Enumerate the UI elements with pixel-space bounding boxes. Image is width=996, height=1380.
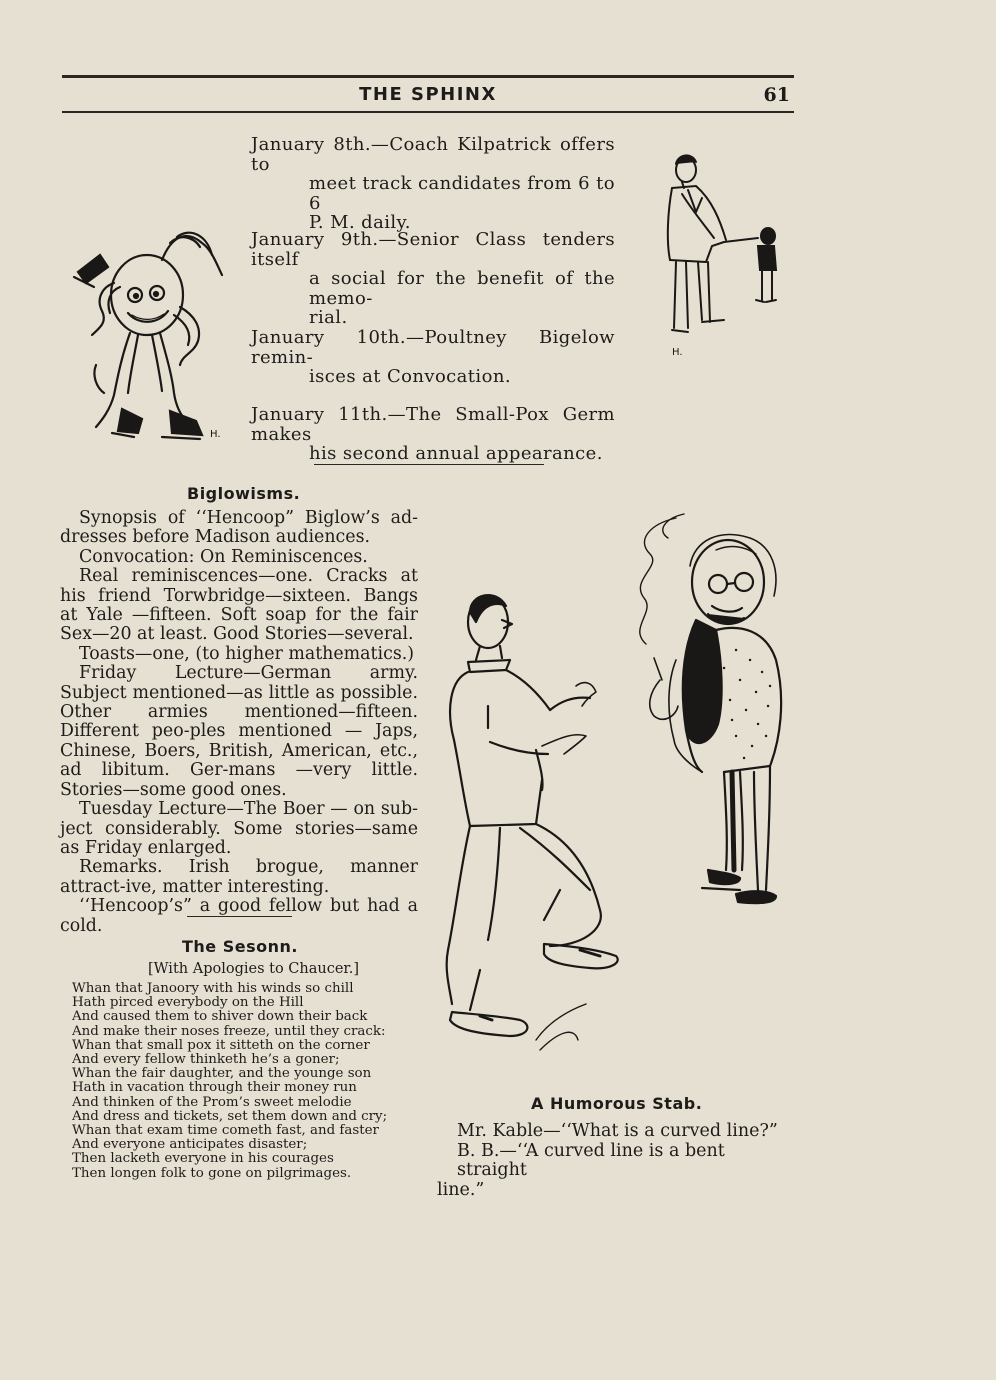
poem-line: Whan that small pox it sitteth on the corner [72,1037,370,1053]
germ-caricature-illustration [62,225,232,445]
stab-line: Mr. Kable—‘‘What is a curved line?” [457,1121,778,1141]
poem-line: Then longen folk to gone on pilgrimages. [72,1165,352,1181]
poem-line: Then lacketh everyone in his courages [72,1151,334,1167]
poem-line: And make their noses freeze, until they crack: [72,1023,386,1039]
humorous-stab-title: A Humorous Stab. [531,1094,703,1113]
header-top-rule [62,75,794,78]
entry-first-line: January 8th.—Coach Kilpatrick offers to [251,134,615,175]
biglowisms-paragraph: Real reminiscences—one. Cracks at his friend Torwbridge—sixteen. Bangs at Yale —fifteen. Soft soap for the fair Sex—20 at least. Good Stories—several. [60,566,418,645]
calendar-entry-jan-11 [251,405,615,464]
poem-line: And caused them to shiver down their back [72,1009,368,1025]
section-divider [314,464,544,465]
biglowisms-paragraph: Remarks. Irish brogue, manner attract-ive, matter interesting. [60,857,418,897]
poem-line: Whan that exam time cometh fast, and faster [72,1123,379,1139]
entry-first-line: January 9th.—Senior Class tenders itself [251,229,615,270]
poem-line: Whan the fair daughter, and the younge son [72,1066,372,1082]
page-number: 61 [763,84,790,106]
biglowisms-paragraph: ‘‘Hencoop’s” a good fellow but had a cold. [60,896,418,936]
poem-line: And everyone anticipates disaster; [72,1137,308,1153]
entry-first-line: January 11th.—The Small-Pox Germ makes [251,404,615,445]
stab-line: line.” [437,1179,485,1200]
entry-first-line: January 10th.—Poultney Bigelow remin- [251,327,615,368]
poem-line: And dress and tickets, set them down and cry; [72,1108,388,1124]
sesonn-title: The Sesonn. [182,937,298,956]
lecture-caricature-illustration [440,510,800,1070]
poem-line: Hath pirced everybody on the Hill [72,995,304,1011]
entry-line: P. M. daily. [309,212,411,233]
calendar-entry-jan-10 [251,328,615,387]
sesonn-subtitle: [With Apologies to Chaucer.] [148,961,360,977]
calendar-entry-jan-8 [251,135,615,233]
humorous-stab-body [437,1122,799,1200]
biglowisms-paragraph: Tuesday Lecture—The Boer — on sub-ject considerably. Some stories—same as Friday enlarged. [60,799,418,858]
poem-line: Whan that Janoory with his winds so chill [72,981,354,996]
poem-line: Hath in vacation through their money run [72,1080,357,1096]
biglowisms-paragraph: Synopsis of ‘‘Hencoop” Biglow’s ad-dresses before Madison audiences. [60,508,418,548]
biglowisms-body [60,509,418,936]
artist-signature: H. [672,347,683,358]
poem-line: And thinken of the Prom’s sweet melodie [72,1094,352,1110]
section-divider [187,916,292,917]
artist-signature: H. [210,429,221,440]
entry-line: his second annual appearance. [309,443,603,464]
biglowisms-title: Biglowisms. [187,484,301,503]
sesonn-poem [72,982,412,1181]
entry-line: a social for the benefit of the memo- [309,268,615,309]
running-title: THE SPHINX [359,84,497,105]
calendar-entry-jan-9 [251,230,615,328]
biglowisms-paragraph: Friday Lecture—German army. Subject mentioned—as little as possible. Other armies mentioned—fifteen. Different peo-ples mentioned — Japs, Chinese, Boers, British, American, etc., ad libitum. Ger-mans —very little. Stories—some good ones. [60,663,418,800]
coach-and-boy-illustration [662,150,802,360]
entry-line: rial. [309,307,348,328]
header-bottom-rule [62,111,794,113]
biglowisms-paragraph: Toasts—one, (to higher mathematics.) [79,643,415,664]
entry-line: isces at Convocation. [309,366,511,387]
poem-line: And every fellow thinketh he’s a goner; [72,1052,340,1068]
entry-line: meet track candidates from 6 to 6 [309,173,615,214]
biglowisms-paragraph: Convocation: On Reminiscences. [79,546,368,567]
stab-line: B. B.—‘‘A curved line is a bent straight [457,1140,725,1180]
